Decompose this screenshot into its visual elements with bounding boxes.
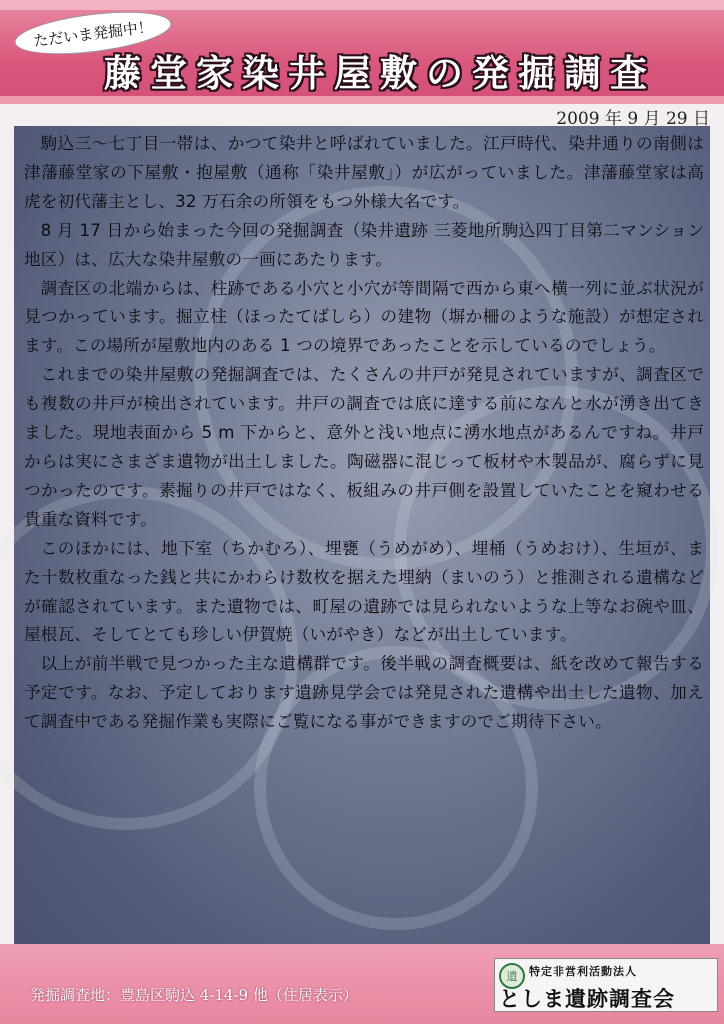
article-date: 2009 年 9 月 29 日 xyxy=(556,109,710,129)
paragraph: 8 月 17 日から始まった今回の発掘調査（染井遺跡 三菱地所駒込四丁目第二マンション地区）は、広大な染井屋敷の一画にあたります。 xyxy=(24,220,704,269)
organization-emblem-icon: 遺 xyxy=(499,963,525,989)
organization-name: としま遺跡調査会 xyxy=(499,987,675,1011)
paragraph: このほかには、地下室（ちかむろ）、埋甕（うめがめ）、埋桶（うめおけ）、生垣が、また十数枚重なった銭と共にかわらけ数枚を据えた埋納（まいのう）と推測される遺構などが確認されています。また遺物では、町屋の遺跡では見られないような上等なお碗や皿、屋根瓦、そしてとても珍しい伊賀焼（いがやき）などが出土しています。 xyxy=(24,538,704,645)
paragraph: 駒込三～七丁目一帯は、かつて染井と呼ばれていました。江戸時代、染井通りの南側は津藩藤堂家の下屋敷・抱屋敷（通称「染井屋敷」）が広がっていました。津藩藤堂家は高虎を初代藩主とし、32 万石余の所領をもつ外様大名です。 xyxy=(24,134,704,211)
article-body xyxy=(24,130,704,737)
paragraph: 調査区の北端からは、柱跡である小穴と小穴が等間隔で西から東へ横一列に並ぶ状況が見つかっています。掘立柱（ほったてばしら）の建物（塀か柵のような施設）が想定されます。この場所が屋敷地内のある 1 つの境界であったことを示しているのでしょう。 xyxy=(24,278,704,356)
excavation-location: 発掘調査地：豊島区駒込 4-14-9 他（住居表示） xyxy=(30,986,358,1004)
header-lower-strip xyxy=(0,96,724,104)
header-highlight-strip xyxy=(0,0,724,10)
paragraph: これまでの染井屋敷の発掘調査では、たくさんの井戸が発見されていますが、調査区でも複数の井戸が検出されています。井戸の調査では底に達する前になんと水が湧き出てきました。現地表面から 5 m 下からと、意外と浅い地点に湧水地点があるんですね。井戸からは実にさまざま遺物が出土しました。陶磁器に混じって板材や木製品が、腐らずに見つかったのです。素掘りの井戸ではなく、板組みの井戸側を設置していたことを窺わせる貴重な資料です。 xyxy=(24,365,704,529)
paragraph: 以上が前半戦で見つかった主な遺構群です。後半戦の調査概要は、紙を改めて報告する予定です。なお、予定しております遺跡見学会では発見された遺構や出土した遺物、加えて調査中である発掘作業も実際にご覧になる事ができますのでご期待下さい。 xyxy=(24,654,704,732)
organization-logo-box xyxy=(494,958,718,1012)
status-badge: ただいま発掘中！ xyxy=(12,5,173,62)
page-title: 藤堂家染井屋敷の発掘調査 xyxy=(104,51,656,95)
organization-type: 特定非営利活動法人 xyxy=(529,965,637,978)
